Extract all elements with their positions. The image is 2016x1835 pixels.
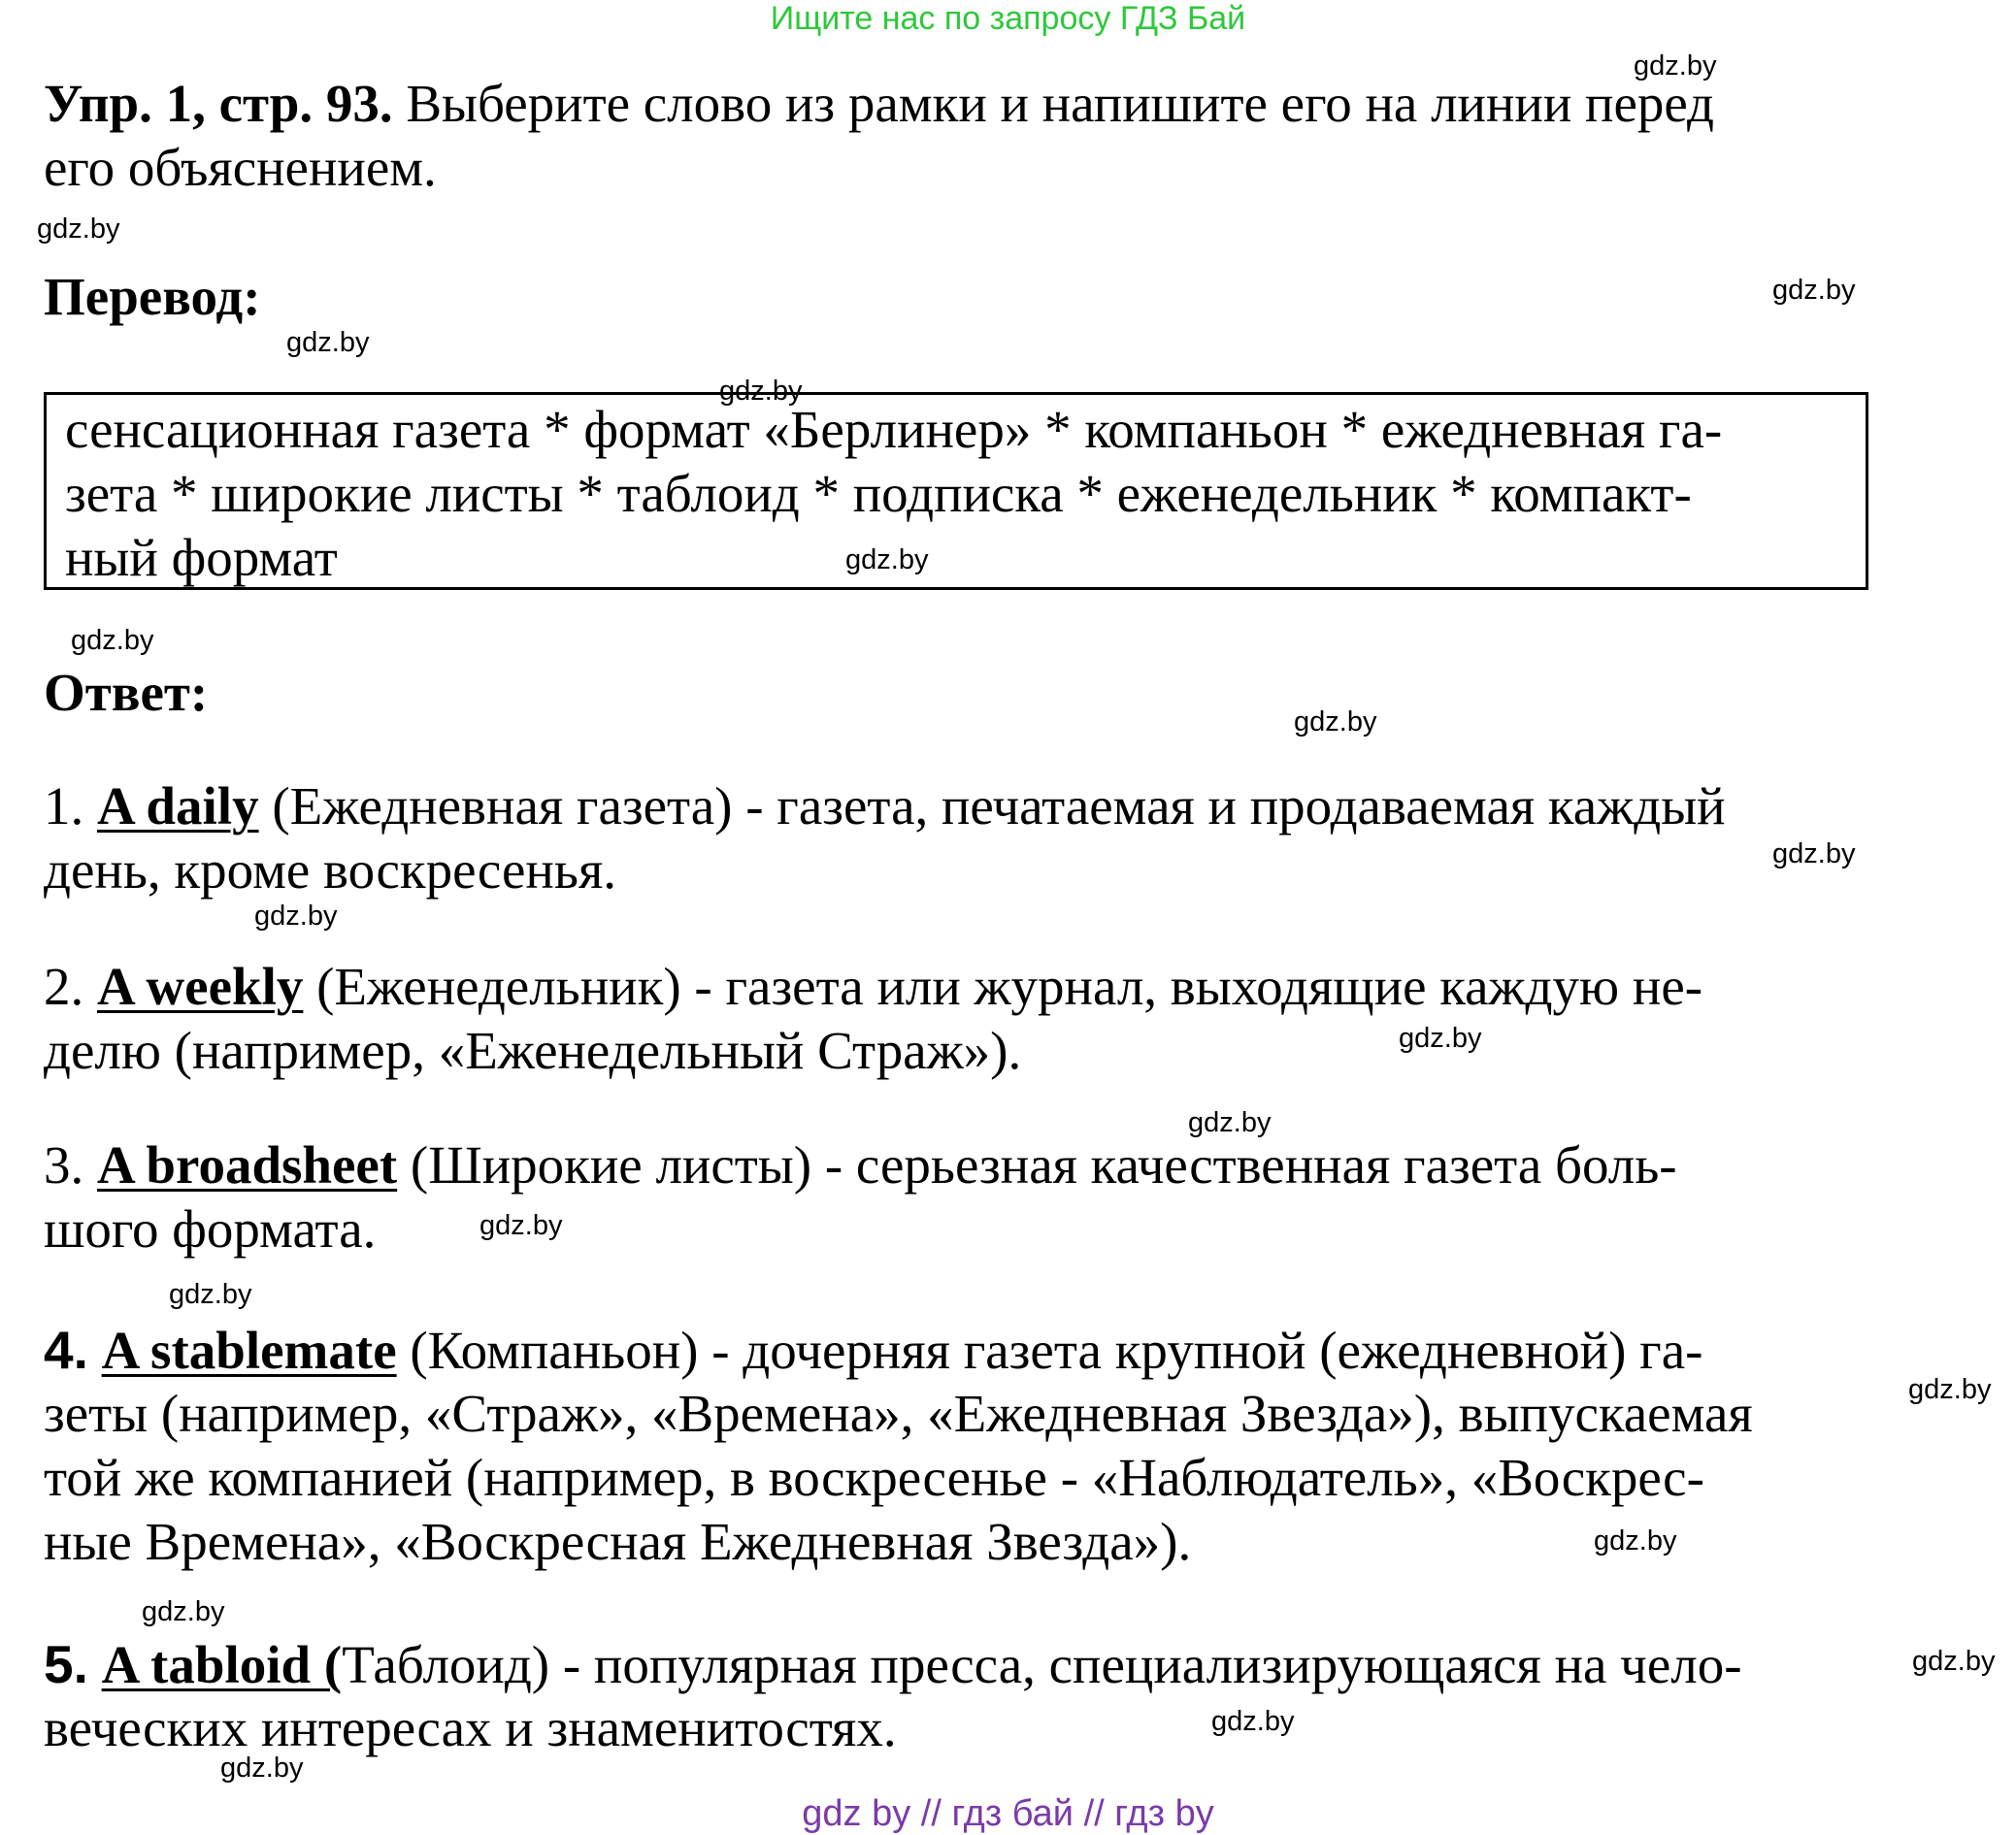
watermark: gdz.by [1772,275,1856,306]
watermark: gdz.by [37,213,120,245]
answer-3-line-1 [44,1133,1677,1197]
watermark: gdz.by [220,1753,304,1784]
watermark: gdz.by [1294,706,1377,737]
word-box-line: зета * широкие листы * таблоид * подписка * еженедельник * компакт- [65,464,1692,523]
word-box-line: ный формат [65,528,338,587]
answer-3-line-2: шого формата. [44,1199,377,1259]
watermark: gdz.by [286,327,370,358]
answer-heading: Ответ: [44,663,209,722]
watermark: gdz.by [845,544,929,575]
answer-number: 4. [44,1320,88,1380]
answer-4-line-4: ные Времена», «Воскресная Ежедневная Звезда»). [44,1512,1192,1571]
answer-text: (Компаньон) - дочерняя газета крупной (ежедневной) га- [396,1321,1703,1380]
watermark: gdz.by [719,376,803,407]
answer-2-line-1 [44,955,1702,1019]
answer-term: A daily [97,776,259,836]
answer-5-line-1 [44,1632,1742,1697]
watermark: gdz.by [1634,50,1717,82]
watermark: gdz.by [169,1279,252,1310]
answer-1-line-1 [44,774,1726,838]
answer-5-line-2: веческих интересах и знаменитостях. [44,1698,897,1757]
watermark: gdz.by [71,625,154,656]
answer-term: A tabloid ( [101,1635,343,1694]
watermark: gdz.by [1908,1374,1992,1405]
answer-4-line-3: той же компанией (например, в воскресенье - «Наблюдатель», «Воскрес- [44,1448,1704,1507]
task-text: Выберите слово из рамки и напишите его на линии перед [392,74,1715,133]
answer-number: 2. [44,957,84,1016]
answer-text: Таблоид) - популярная пресса, специализирующаяся на чело- [342,1635,1742,1694]
answer-1-line-2: день, кроме воскресенья. [44,840,616,900]
answer-term: A weekly [97,957,304,1016]
answer-term: A broadsheet [97,1135,398,1195]
answer-number: 3. [44,1135,84,1195]
task-label: Упр. 1, стр. 93. [44,74,393,133]
watermark: gdz.by [1594,1525,1677,1556]
watermark: gdz.by [142,1596,225,1627]
answer-term: A stablemate [101,1321,397,1380]
task-line-1 [44,72,1714,136]
answer-4-line-1 [44,1318,1702,1383]
word-box-line: сенсационная газета * формат «Берлинер» * компаньон * ежедневная га- [65,400,1723,459]
answer-number: 1. [44,776,84,836]
answer-text: (Еженедельник) - газета или журнал, выходящие каждую не- [303,957,1703,1016]
watermark: gdz.by [1188,1107,1272,1138]
watermark: gdz.by [1772,838,1856,869]
watermark: gdz.by [254,901,338,932]
answer-text: (Ежедневная газета) - газета, печатаемая и продаваемая каждый [258,776,1726,836]
watermark: gdz.by [1912,1646,1996,1677]
answer-number: 5. [44,1634,88,1694]
top-banner: Ищите нас по запросу ГДЗ Бай [770,0,1246,37]
watermark: gdz.by [1399,1023,1482,1054]
footer-links[interactable]: gdz by // гдз бай // гдз by [802,1793,1214,1834]
watermark: gdz.by [1211,1706,1295,1737]
answer-2-line-2: делю (например, «Еженедельный Страж»). [44,1021,1022,1080]
task-line-2: его объяснением. [44,138,437,197]
translation-heading: Перевод: [44,267,261,326]
answer-text: (Широкие листы) - серьезная качественная газета боль- [397,1135,1677,1195]
watermark: gdz.by [479,1210,563,1241]
answer-4-line-2: зеты (например, «Страж», «Времена», «Ежедневная Звезда»), выпускаемая [44,1384,1753,1443]
